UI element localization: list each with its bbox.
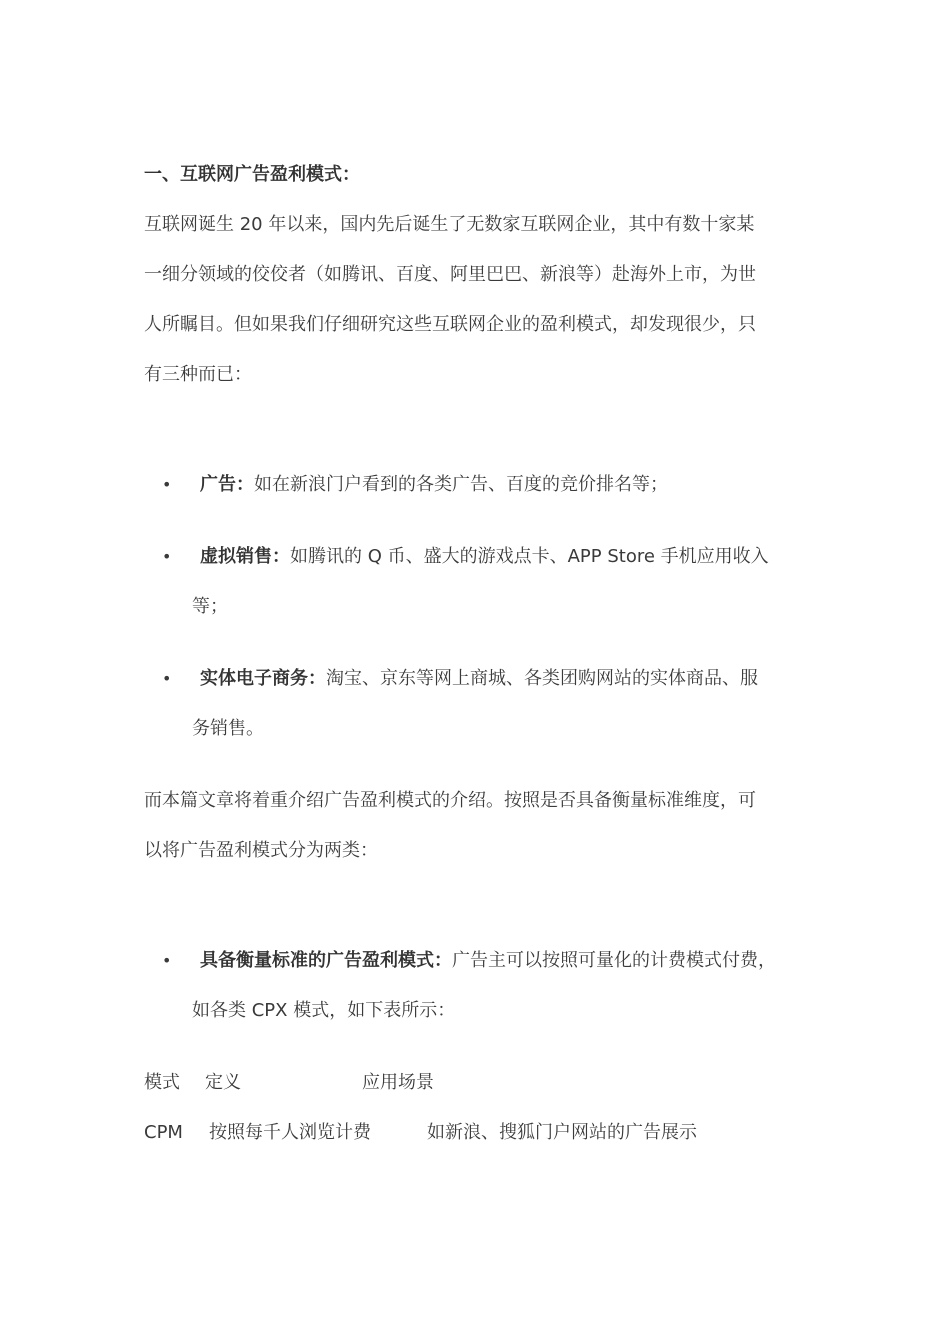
table-row [144,1108,814,1158]
document-body [144,150,814,1158]
intro-paragraph [144,200,814,400]
focus-paragraph [144,776,814,876]
list-item-term: 具备衡量标准的广告盈利模式： [200,950,452,971]
focus-line: 而本篇文章将着重介绍广告盈利模式的介绍。按照是否具备衡量标准维度，可 [144,790,756,811]
list-item-virtual-sales [144,532,814,632]
table-cell-mode: CPM [144,1122,183,1143]
list-item-text-continued: 等； [192,596,228,617]
focus-line: 以将广告盈利模式分为两类： [144,840,378,861]
list-item-term: 广告： [200,474,254,495]
list-item-term: 实体电子商务： [200,668,326,689]
table-header-definition: 定义 [205,1072,241,1093]
intro-line: 有三种而已： [144,364,252,385]
intro-line: 互联网诞生 20 年以来，国内先后诞生了无数家互联网企业，其中有数十家某 [144,214,755,235]
list-item-term: 虚拟销售： [200,546,290,567]
section-heading: 一、互联网广告盈利模式： [144,164,360,185]
list-item-ads [144,460,814,510]
bullet-icon: • [162,547,172,566]
table-cell-definition: 按照每千人浏览计费 [209,1122,371,1143]
list-item-text: 淘宝、京东等网上商城、各类团购网站的实体商品、服 [326,668,758,689]
table-header-scenario: 应用场景 [362,1072,434,1093]
list-item-measurable-ads [144,936,814,1036]
intro-line: 一细分领域的佼佼者（如腾讯、百度、阿里巴巴、新浪等）赴海外上市，为世 [144,264,756,285]
bullet-icon: • [162,951,172,970]
table-header-row [144,1058,814,1108]
ad-category-list [144,936,814,1036]
list-item-text-continued: 务销售。 [192,718,264,739]
list-item-ecommerce [144,654,814,754]
list-item-text: 如在新浪门户看到的各类广告、百度的竞价排名等； [254,474,668,495]
list-item-text: 如腾讯的 Q 币、盛大的游戏点卡、APP Store 手机应用收入 [290,546,769,567]
table-cell-scenario: 如新浪、搜狐门户网站的广告展示 [427,1122,697,1143]
intro-line: 人所瞩目。但如果我们仔细研究这些互联网企业的盈利模式，却发现很少，只 [144,314,756,335]
pricing-table [144,1058,814,1158]
bullet-icon: • [162,475,172,494]
bullet-icon: • [162,669,172,688]
list-item-text: 广告主可以按照可量化的计费模式付费， [452,950,776,971]
table-header-mode: 模式 [144,1072,180,1093]
list-item-text-continued: 如各类 CPX 模式，如下表所示： [192,1000,456,1021]
business-model-list [144,460,814,754]
